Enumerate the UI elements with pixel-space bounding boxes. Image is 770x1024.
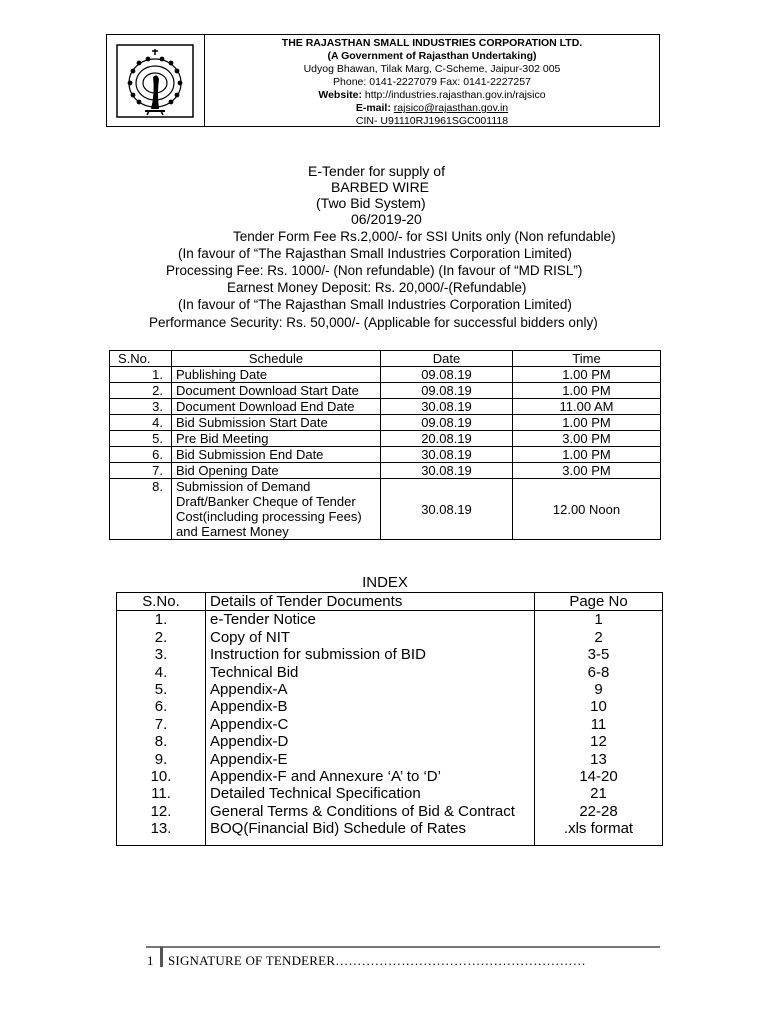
- index-row: [117, 611, 663, 629]
- logo-cell: [107, 35, 205, 126]
- index-title: INDEX: [362, 574, 408, 591]
- schedule-row: [110, 463, 661, 479]
- index-sno: 11.: [117, 785, 206, 802]
- schedule-item: Bid Submission Start Date: [172, 415, 381, 431]
- schedule-header-time: Time: [513, 351, 661, 367]
- index-sno: 2.: [117, 629, 206, 646]
- index-detail: Appendix-D: [206, 733, 535, 750]
- index-row: [117, 716, 663, 733]
- schedule-row: [110, 479, 661, 540]
- index-page: 14-20: [579, 768, 618, 786]
- schedule-date: 09.08.19: [381, 415, 513, 431]
- company-address: Udyog Bhawan, Tilak Marg, C-Scheme, Jaipur-302 005: [303, 63, 561, 75]
- index-sno: 8.: [117, 733, 206, 750]
- schedule-sno: 5.: [110, 431, 172, 447]
- schedule-item: Publishing Date: [172, 367, 381, 383]
- schedule-item: Bid Opening Date: [172, 463, 381, 479]
- company-name: THE RAJASTHAN SMALL INDUSTRIES CORPORATION LTD.: [281, 37, 583, 49]
- index-page: 12: [590, 733, 607, 751]
- index-page: 6-8: [587, 663, 610, 681]
- index-header-details: Details of Tender Documents: [206, 593, 535, 611]
- peacock-logo-icon: [115, 43, 195, 119]
- schedule-table: [109, 350, 661, 540]
- schedule-time: 3.00 PM: [513, 431, 661, 447]
- schedule-date: 30.08.19: [381, 447, 513, 463]
- website-line: [205, 89, 659, 102]
- email-label: E-mail:: [355, 102, 391, 114]
- index-row: [117, 664, 663, 681]
- index-detail: Appendix-B: [206, 698, 535, 715]
- index-sno: 12.: [117, 803, 206, 820]
- schedule-item: Document Download End Date: [172, 399, 381, 415]
- index-row: [117, 698, 663, 715]
- index-sno: 7.: [117, 716, 206, 733]
- schedule-header-sno: S.No.: [110, 351, 172, 367]
- government-undertaking: (A Government of Rajasthan Undertaking): [327, 50, 537, 62]
- index-header-page: Page No: [569, 593, 628, 610]
- index-detail: Technical Bid: [206, 664, 535, 681]
- index-page: 1: [594, 611, 603, 629]
- footer-separator: [160, 947, 163, 967]
- index-page: 21: [590, 785, 607, 803]
- schedule-header-date: Date: [381, 351, 513, 367]
- schedule-header-row: [110, 351, 661, 367]
- earnest-money-deposit: Earnest Money Deposit: Rs. 20,000/-(Refundable): [227, 280, 527, 295]
- index-page: 11: [590, 715, 607, 733]
- email-link[interactable]: rajsico@rajasthan.gov.in: [393, 102, 509, 114]
- schedule-time: 1.00 PM: [513, 367, 661, 383]
- index-page: 3-5: [587, 646, 610, 664]
- website-label: Website:: [318, 89, 362, 101]
- index-row: [117, 646, 663, 663]
- schedule-sno: 2.: [110, 383, 172, 399]
- signature-line: SIGNATURE OF TENDERER…………………………………………………: [168, 953, 586, 968]
- letterhead-box: [106, 34, 660, 127]
- cin-number: CIN- U91110RJ1961SGC001118: [355, 115, 509, 127]
- schedule-sno: 8.: [110, 479, 172, 540]
- schedule-row: [110, 383, 661, 399]
- index-page: .xls format: [563, 820, 634, 838]
- tender-title-system: (Two Bid System): [316, 195, 426, 211]
- footer-rule: [146, 946, 660, 948]
- index-sno: 3.: [117, 646, 206, 663]
- schedule-time: 1.00 PM: [513, 415, 661, 431]
- index-row: [117, 629, 663, 646]
- schedule-row: [110, 367, 661, 383]
- schedule-time: 1.00 PM: [513, 447, 661, 463]
- schedule-row: [110, 399, 661, 415]
- index-page: 9: [594, 681, 603, 699]
- index-detail: Appendix-C: [206, 716, 535, 733]
- index-row: [117, 820, 663, 846]
- schedule-row: [110, 431, 661, 447]
- schedule-date: 30.08.19: [381, 463, 513, 479]
- index-detail: Appendix-A: [206, 681, 535, 698]
- index-row: [117, 803, 663, 820]
- schedule-sno: 6.: [110, 447, 172, 463]
- index-detail: Detailed Technical Specification: [206, 785, 535, 802]
- index-sno: 6.: [117, 698, 206, 715]
- website-link[interactable]: http://industries.rajasthan.gov.in/rajsico: [364, 89, 546, 101]
- tender-number: 06/2019-20: [351, 211, 422, 227]
- schedule-time: 12.00 Noon: [513, 479, 661, 540]
- schedule-item: Pre Bid Meeting: [172, 431, 381, 447]
- schedule-item: Bid Submission End Date: [172, 447, 381, 463]
- index-detail: Appendix-F and Annexure ‘A’ to ‘D’: [206, 768, 535, 785]
- schedule-date: 09.08.19: [381, 383, 513, 399]
- performance-security: Performance Security: Rs. 50,000/- (Applicable for successful bidders only): [149, 315, 598, 330]
- index-row: [117, 768, 663, 785]
- index-sno: 10.: [117, 768, 206, 785]
- schedule-date: 20.08.19: [381, 431, 513, 447]
- index-detail: e-Tender Notice: [206, 611, 535, 629]
- schedule-item: Document Download Start Date: [172, 383, 381, 399]
- email-line: [205, 102, 659, 115]
- schedule-sno: 3.: [110, 399, 172, 415]
- tender-title-line1: E-Tender for supply of: [308, 163, 445, 179]
- index-detail: Appendix-E: [206, 751, 535, 768]
- schedule-date: 30.08.19: [381, 399, 513, 415]
- index-sno: 4.: [117, 664, 206, 681]
- schedule-header-schedule: Schedule: [172, 351, 381, 367]
- index-detail: Copy of NIT: [206, 629, 535, 646]
- schedule-date: 09.08.19: [381, 367, 513, 383]
- tender-title-item: BARBED WIRE: [331, 179, 430, 195]
- index-detail: BOQ(Financial Bid) Schedule of Rates: [206, 820, 535, 846]
- index-page: 22-28: [579, 802, 618, 820]
- index-row: [117, 785, 663, 802]
- schedule-time: 3.00 PM: [513, 463, 661, 479]
- schedule-item: Submission of Demand Draft/Banker Cheque of Tender Cost(including processing Fees) and Earnest Money: [172, 479, 381, 540]
- index-row: [117, 751, 663, 768]
- schedule-time: 11.00 AM: [513, 399, 661, 415]
- index-page: 2: [594, 628, 603, 646]
- index-sno: 9.: [117, 751, 206, 768]
- schedule-row: [110, 447, 661, 463]
- index-sno: 13.: [117, 820, 206, 846]
- index-row: [117, 681, 663, 698]
- processing-fee: Processing Fee: Rs. 1000/- (Non refundable) (In favour of “MD RISL”): [166, 263, 583, 278]
- index-page: 13: [590, 750, 607, 768]
- letterhead-text: [205, 35, 659, 128]
- index-table: [116, 592, 663, 846]
- schedule-sno: 4.: [110, 415, 172, 431]
- index-detail: General Terms & Conditions of Bid & Contract: [206, 803, 535, 820]
- emd-favour: (In favour of “The Rajasthan Small Industries Corporation Limited): [178, 297, 572, 312]
- index-header-sno: S.No.: [117, 593, 206, 611]
- index-detail: Instruction for submission of BID: [206, 646, 535, 663]
- index-header-row: [117, 593, 663, 611]
- schedule-row: [110, 415, 661, 431]
- tender-form-fee: Tender Form Fee Rs.2,000/- for SSI Units only (Non refundable): [233, 229, 616, 244]
- index-sno: 1.: [117, 611, 206, 629]
- page-number: 1: [147, 953, 154, 968]
- tender-fee-favour: (In favour of “The Rajasthan Small Industries Corporation Limited): [178, 246, 572, 261]
- schedule-sno: 1.: [110, 367, 172, 383]
- index-page: 10: [590, 698, 607, 716]
- index-sno: 5.: [117, 681, 206, 698]
- company-phone: Phone: 0141-2227079 Fax: 0141-2227257: [333, 76, 531, 88]
- schedule-time: 1.00 PM: [513, 383, 661, 399]
- index-row: [117, 733, 663, 750]
- schedule-date: 30.08.19: [381, 479, 513, 540]
- schedule-sno: 7.: [110, 463, 172, 479]
